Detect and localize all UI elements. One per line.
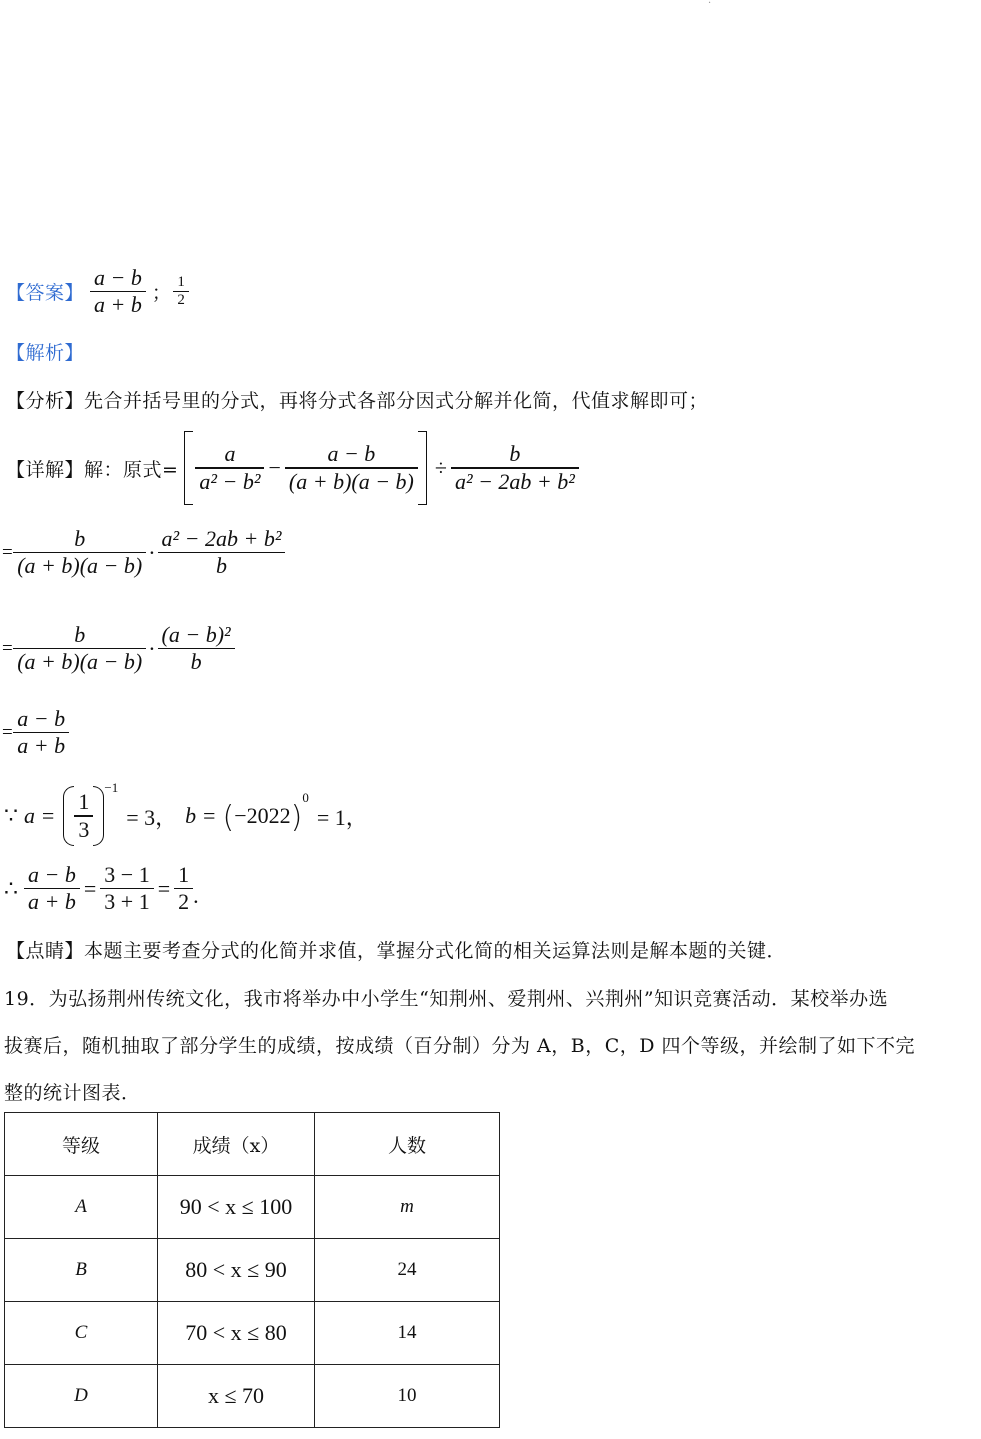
step1-frac2-den: b [215, 553, 227, 579]
therefore-frac1 [24, 862, 80, 915]
inner-den: 3 [78, 816, 90, 842]
step1-frac2 [158, 526, 286, 579]
step2-frac2-num: (a − b)² [161, 622, 231, 647]
divide-sign: ÷ [434, 455, 447, 480]
answer-frac-den: a + b [94, 292, 142, 318]
question19-line2: 拔赛后，随机抽取了部分学生的成绩，按成绩（百分制）分为 A，B，C，D 四个等级，并绘制了如下不完 [4, 1035, 916, 1057]
table-row [5, 1239, 500, 1302]
therefore-frac2 [100, 862, 153, 915]
minus-sign: − [268, 455, 281, 480]
analysis-tag: 【解析】 [6, 342, 85, 364]
equals-sign: = [2, 637, 14, 659]
answer-value-num: 1 [177, 274, 185, 290]
answer-frac-num: a − b [94, 265, 142, 290]
corner-mark: · [708, 0, 712, 9]
dianjing-text: 【点睛】本题主要考查分式的化简并求值，掌握分式化简的相关运算法则是解本题的关键． [6, 940, 787, 962]
b-equals: b = [185, 803, 217, 828]
term3-fraction [451, 441, 579, 494]
grade-cell: B [5, 1239, 158, 1302]
step2-frac1-num: b [74, 622, 86, 647]
equals-three: = 3， [126, 804, 178, 830]
question19-line3: 整的统计图表． [4, 1082, 141, 1104]
term3-num: b [509, 441, 521, 467]
right-paren [93, 786, 104, 846]
term2-num: a − b [327, 441, 376, 467]
period: . [193, 883, 199, 909]
table-row [5, 1302, 500, 1365]
therefore-frac3-num: 1 [178, 862, 190, 887]
header-count: 人数 [315, 1113, 500, 1176]
step2-frac1 [13, 622, 146, 675]
close-paren: ) [290, 800, 303, 835]
xiangjie-line [6, 430, 579, 506]
step3-fraction [13, 706, 69, 759]
therefore-frac1-den: a + b [28, 889, 76, 915]
count-cell: 24 [315, 1239, 500, 1302]
table-row [5, 1176, 500, 1239]
answer-value-den: 2 [177, 292, 185, 309]
therefore-frac3-den: 2 [178, 889, 190, 915]
therefore-line [4, 862, 199, 915]
step1-line [2, 526, 285, 579]
right-bracket [418, 431, 427, 505]
value-2022: −2022 [234, 803, 291, 828]
fenxi-text: 【分析】先合并括号里的分式，再将分式各部分因式分解并化简，代值求解即可； [6, 390, 709, 412]
because-symbol: ∵ [4, 803, 18, 828]
inner-num: 1 [78, 789, 90, 815]
step3-line [2, 706, 69, 759]
therefore-frac1-num: a − b [28, 862, 76, 887]
left-bracket [184, 431, 193, 505]
multiply-dot: · [148, 635, 156, 661]
equals-sign: = [157, 875, 171, 901]
answer-line [6, 265, 189, 318]
exponent-zero: 0 [302, 790, 309, 805]
exponent-neg1: −1 [104, 780, 119, 795]
count-cell: 14 [315, 1302, 500, 1365]
answer-separator: ； [151, 282, 172, 305]
a-equals: a = [24, 803, 56, 828]
term1-num: a [224, 441, 236, 467]
therefore-frac3 [174, 862, 193, 915]
range-cell: x ≤ 70 [158, 1365, 315, 1428]
term2-den: (a + b)(a − b) [288, 468, 414, 494]
therefore-frac2-den: 3 + 1 [104, 889, 150, 915]
step3-den: a + b [17, 733, 66, 759]
range-cell: 90 < x ≤ 100 [158, 1176, 315, 1239]
count-cell: 10 [315, 1365, 500, 1428]
grade-cell: A [5, 1176, 158, 1239]
equals-sign: = [2, 721, 14, 743]
step1-frac1-den: (a + b)(a − b) [17, 553, 143, 579]
equals-sign: = [83, 875, 97, 901]
question19-line1: 19．为弘扬荆州传统文化，我市将举办中小学生“知荆州、爱荆州、兴荆州”知识竞赛活动．某校举办选 [4, 988, 889, 1010]
therefore-symbol: ∴ [4, 875, 18, 901]
count-cell: m [315, 1176, 500, 1239]
inner-fraction [74, 789, 93, 842]
term2-fraction [285, 441, 418, 494]
left-paren [63, 786, 74, 846]
grade-cell: C [5, 1302, 158, 1365]
step2-line [2, 622, 235, 675]
table-header-row [5, 1113, 500, 1176]
answer-value [173, 274, 189, 309]
term1-den: a² − b² [199, 468, 261, 494]
grade-cell: D [5, 1365, 158, 1428]
table-row [5, 1365, 500, 1428]
answer-fraction [90, 265, 146, 318]
answer-tag: 【答案】 [6, 282, 85, 305]
step1-frac1-num: b [74, 526, 86, 551]
range-cell: 80 < x ≤ 90 [158, 1239, 315, 1302]
step1-frac1 [13, 526, 146, 579]
term1-fraction [195, 441, 264, 494]
step2-frac1-den: (a + b)(a − b) [17, 649, 143, 675]
equals-one: = 1， [316, 804, 368, 830]
step1-frac2-num: a² − 2ab + b² [161, 526, 282, 551]
range-cell: 70 < x ≤ 80 [158, 1302, 315, 1365]
step2-frac2-den: b [190, 649, 202, 675]
term3-den: a² − 2ab + b² [454, 468, 575, 494]
open-paren: ( [222, 800, 235, 835]
step3-num: a − b [17, 706, 66, 731]
header-score: 成绩（x） [158, 1113, 315, 1176]
therefore-frac2-num: 3 − 1 [104, 862, 150, 887]
step2-frac2 [158, 622, 235, 675]
equals-sign: = [2, 541, 14, 563]
header-grade: 等级 [5, 1113, 158, 1176]
multiply-dot: · [148, 539, 156, 565]
grade-table [4, 1112, 500, 1428]
xiangjie-prefix: 【详解】解：原式= [6, 458, 179, 481]
because-line [4, 780, 368, 848]
